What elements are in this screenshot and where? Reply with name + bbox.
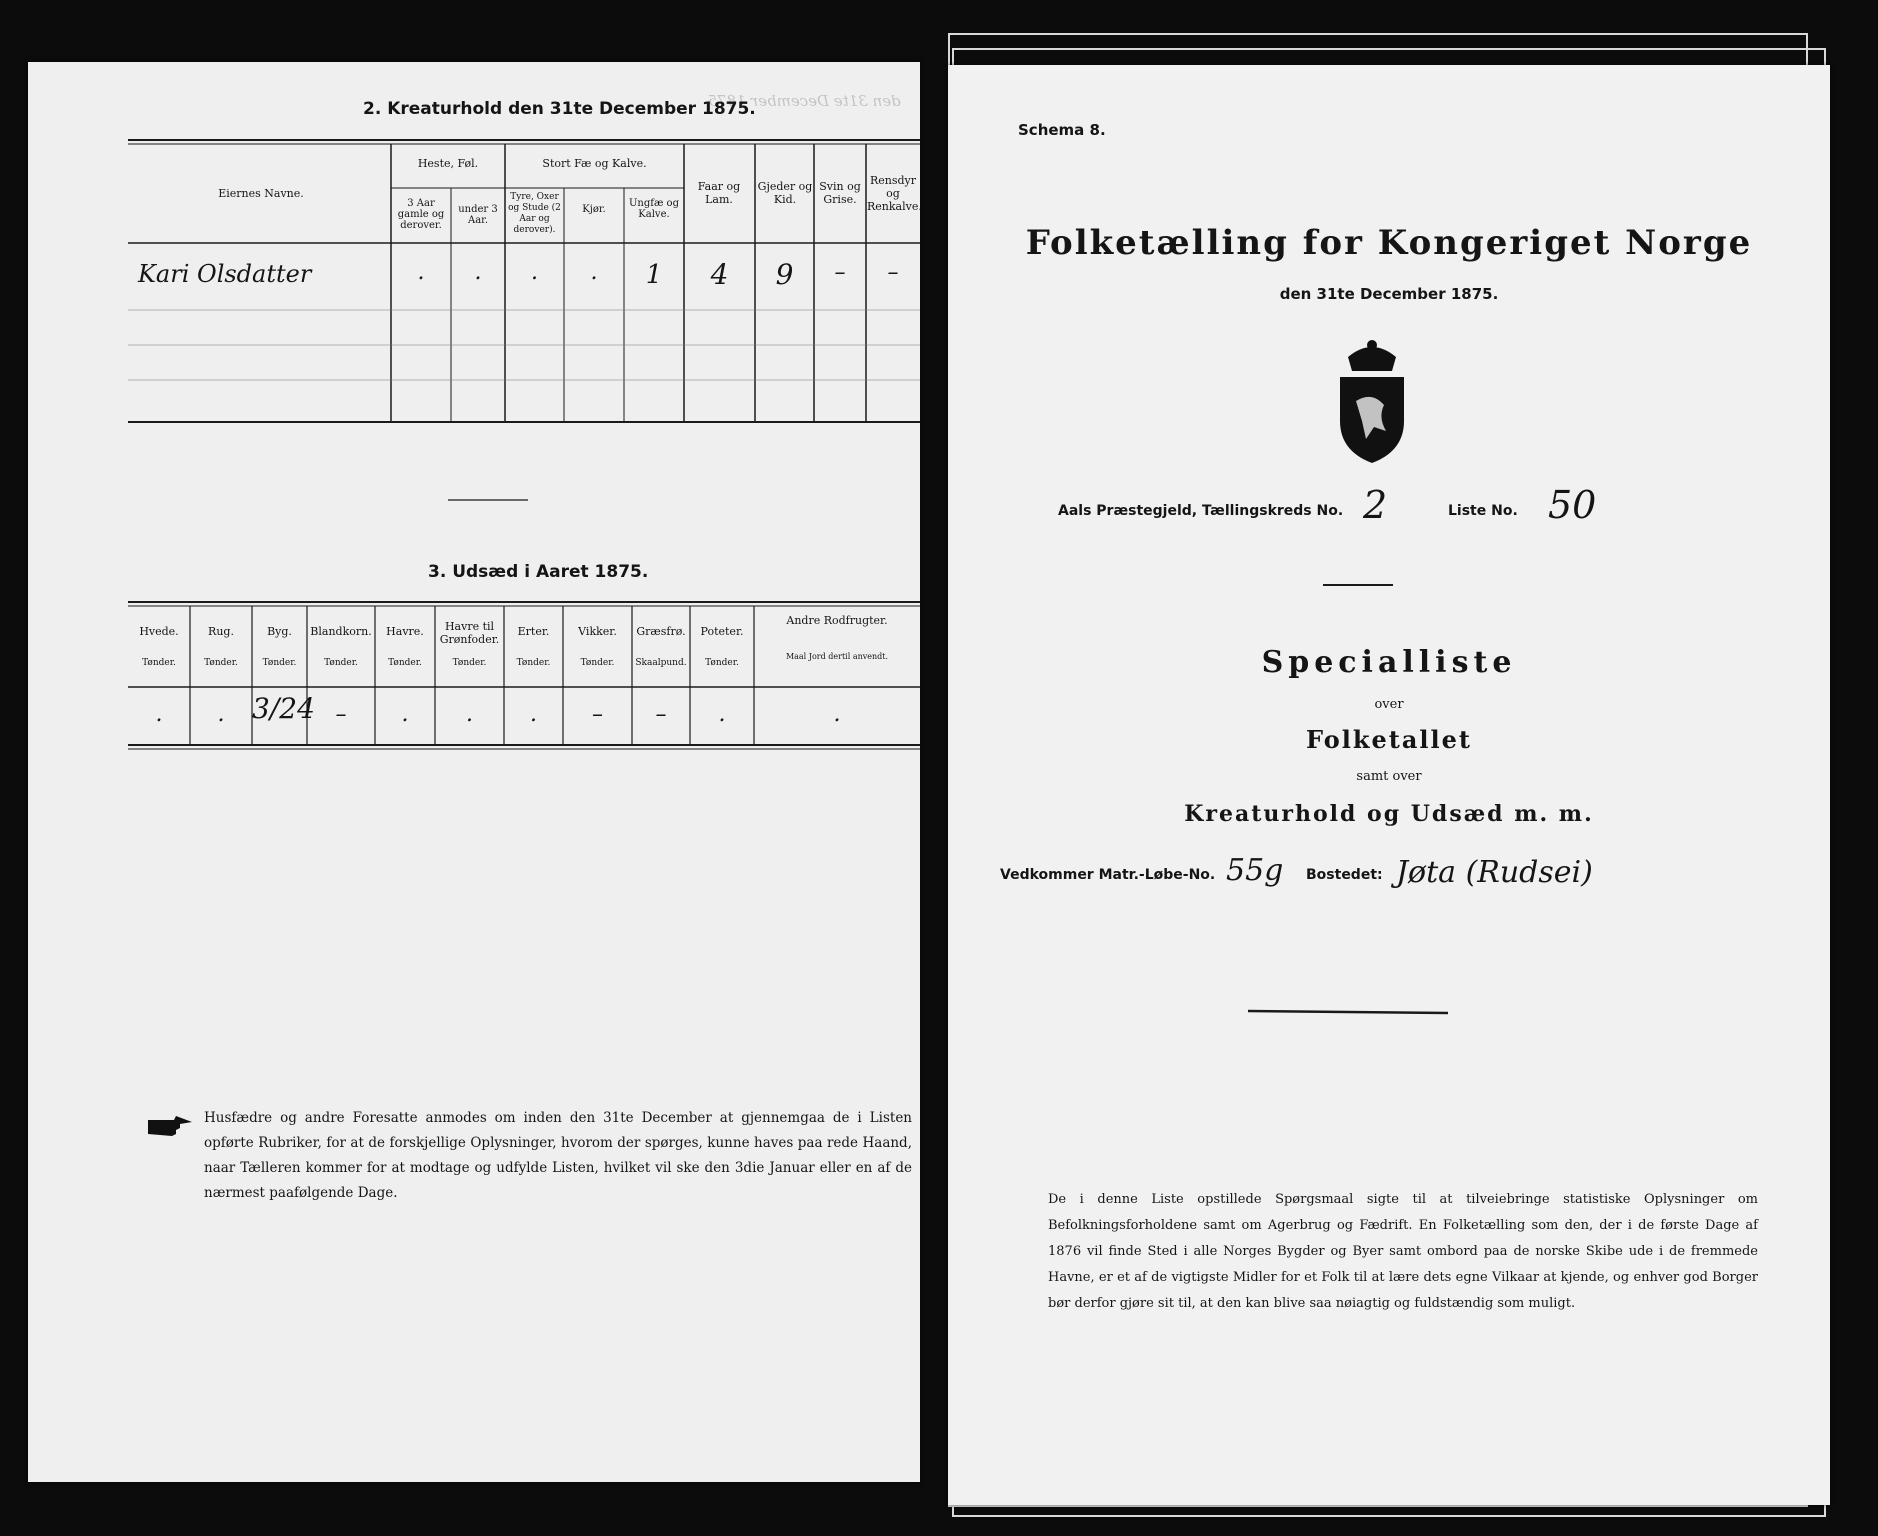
header-cattle-cows: Kjør.	[582, 204, 606, 215]
matr-label: Vedkommer Matr.-Løbe-No.	[1000, 867, 1216, 883]
list-label: Liste No.	[1448, 503, 1518, 519]
sow-value-peas: .	[530, 702, 537, 727]
header-horses: Heste, Føl.	[417, 157, 479, 170]
header-owner: Eiernes Navne.	[218, 187, 304, 200]
district-number: 2	[1363, 483, 1388, 527]
sow-header-green-oats: Havre til Grønfoder.	[439, 620, 500, 646]
header-horses-under3: under 3 Aar.	[458, 204, 498, 226]
value-cattle-cows: .	[590, 260, 598, 285]
matr-number: 55g	[1226, 853, 1284, 888]
sow-value-vetch: –	[592, 702, 603, 727]
sow-unit-oats: Tønder.	[388, 658, 422, 668]
sow-unit-other-roots: Maal Jord dertil anvendt.	[785, 652, 889, 661]
parish-label: Aals Præstegjeld, Tællingskreds No.	[1058, 503, 1344, 519]
footer-explanation: De i denne Liste opstillede Spørgsmaal sigte til at tilveiebringe statistiske Oplysninger om Befolkningsforholdene samt om Agerbrug og Fædrift. En Folketælling som den, der i de første Dage af 1876 vil finde Sted i alle Norges Bygder og Byer samt ombord paa de norske Skibe ude i de fremmede Havne, er et af de vigtigste Midler for et Folk til at lære dets egne Vilkaar at kjende, og enhver god Borger bør derfor gjøre sit til, at den kan blive saa nøiagtig og fuldstændig som muligt.	[1048, 1192, 1758, 1311]
sow-unit-barley: Tønder.	[262, 658, 297, 668]
sow-header-wheat: Hvede.	[139, 625, 179, 638]
faded-mirror-text: den 31te December 1875	[708, 92, 901, 110]
header-cattle: Stort Fæ og Kalve.	[542, 157, 647, 170]
sow-value-mixed-grain: –	[335, 702, 347, 727]
left-page	[28, 62, 920, 1482]
sow-unit-wheat: Tønder.	[142, 658, 176, 668]
place-label: Bostedet:	[1306, 867, 1383, 883]
special-list-title: Specialliste	[1261, 645, 1517, 680]
sow-value-green-oats: .	[466, 702, 473, 727]
sow-header-vetch: Vikker.	[578, 625, 617, 638]
value-horses-under3: .	[474, 260, 482, 285]
sow-header-barley: Byg.	[267, 625, 292, 638]
sow-header-peas: Erter.	[517, 625, 550, 638]
sow-value-other-roots: .	[833, 702, 841, 727]
sow-unit-potatoes: Tønder.	[705, 658, 739, 668]
samt-over-label: samt over	[1356, 769, 1422, 784]
value-sheep: 4	[710, 258, 729, 291]
sow-value-rye: .	[217, 702, 225, 727]
sow-value-potatoes: .	[718, 702, 726, 727]
over-label-1: over	[1374, 697, 1404, 712]
header-sheep: Faar og Lam.	[697, 180, 741, 206]
place-value: Jøta (Rudsei)	[1396, 855, 1593, 890]
sow-header-rye: Rug.	[208, 625, 234, 638]
sow-value-grass-seed: –	[655, 702, 667, 727]
list-number: 50	[1548, 483, 1597, 527]
value-horses-3plus: .	[417, 260, 425, 285]
sow-header-grass-seed: Græsfrø.	[636, 625, 686, 638]
sow-value-wheat: .	[155, 702, 163, 727]
sow-unit-rye: Tønder.	[204, 658, 238, 668]
header-pigs: Svin og Grise.	[819, 180, 861, 206]
sow-header-mixed-grain: Blandkorn.	[310, 625, 372, 638]
census-date: den 31te December 1875.	[1279, 285, 1499, 303]
value-cattle-young: 1	[645, 260, 663, 290]
sow-value-barley: 3/24	[252, 692, 315, 725]
sow-value-oats: .	[401, 702, 409, 727]
header-horses-3plus: 3 Aar gamle og derover.	[397, 198, 445, 231]
sow-header-other-roots: Andre Rodfrugter.	[786, 614, 888, 627]
population-title: Folketallet	[1306, 725, 1472, 754]
sow-unit-grass-seed: Skaalpund.	[635, 658, 687, 668]
header-goats: Gjeder og Kid.	[757, 180, 813, 206]
pointing-hand-icon	[146, 1112, 196, 1140]
sow-unit-mixed-grain: Tønder.	[324, 658, 358, 668]
value-cattle-bulls: .	[531, 260, 538, 285]
sow-unit-green-oats: Tønder.	[452, 658, 487, 668]
sow-unit-peas: Tønder.	[516, 658, 551, 668]
sow-header-oats: Havre.	[386, 625, 424, 638]
value-reindeer: –	[887, 260, 899, 285]
decorative-rules	[948, 65, 1830, 1365]
sow-header-potatoes: Poteter.	[700, 625, 744, 638]
livestock-sowing-title: Kreaturhold og Udsæd m. m.	[1184, 801, 1594, 827]
sowing-section-title: 3. Udsæd i Aaret 1875.	[428, 562, 649, 582]
schema-label: Schema 8.	[1018, 121, 1106, 139]
sow-unit-vetch: Tønder.	[580, 658, 615, 668]
census-title: Folketælling for Kongeriget Norge	[1025, 223, 1753, 263]
notice-text: Husfædre og andre Foresatte anmodes om inden den 31te December at gjennemgaa de i Listen opførte Rubriker, for at de forskjellige Oplysninger, hvorom der spørges, kunne haves paa rede Haand, naar Tælleren kommer for at modtage og udfylde Listen, hvilket vil ske den 3die Januar eller en af de nærmest paafølgende Dage.	[204, 1110, 912, 1201]
right-page	[948, 65, 1830, 1505]
value-pigs: –	[834, 260, 846, 285]
owner-name: Kari Olsdatter	[138, 260, 312, 288]
value-goats: 9	[775, 258, 794, 291]
header-cattle-bulls: Tyre, Oxer og Stude (2 Aar og derover).	[508, 192, 561, 235]
livestock-section-title: 2. Kreaturhold den 31te December 1875.	[363, 99, 756, 119]
header-reindeer: Rensdyr og Renkalve.	[867, 174, 922, 213]
header-cattle-young: Ungfæ og Kalve.	[629, 198, 679, 220]
